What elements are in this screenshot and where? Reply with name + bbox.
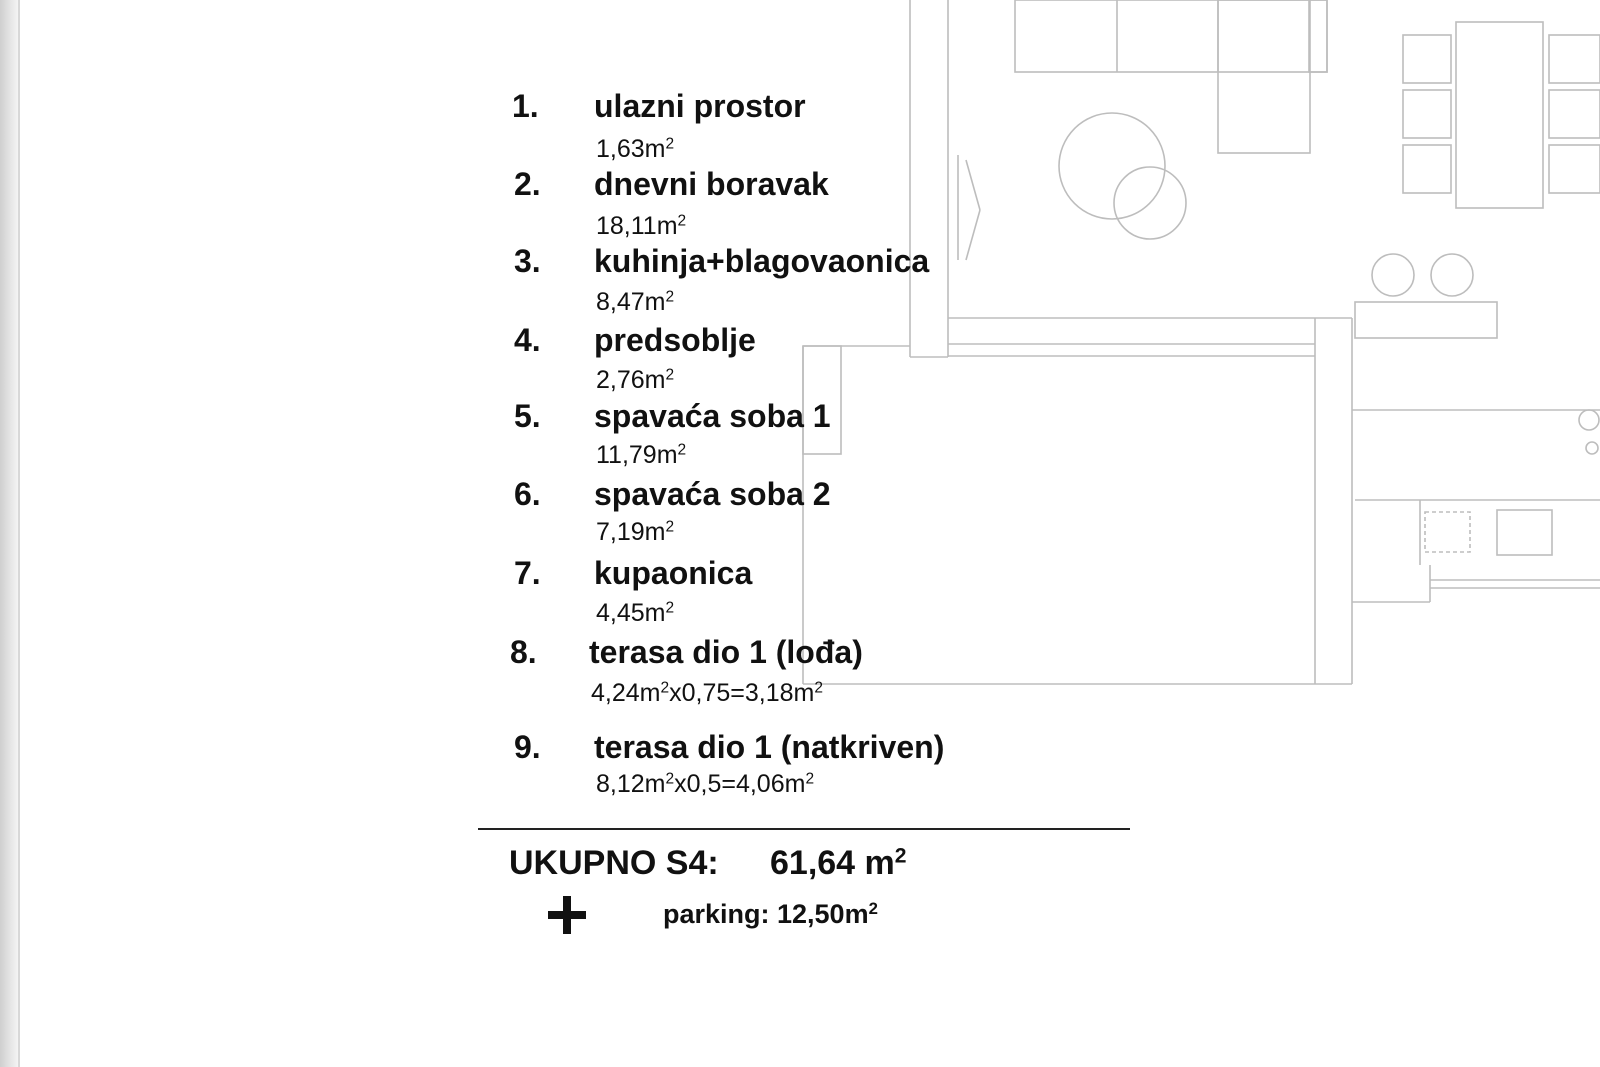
room-number: 1.: [512, 88, 539, 124]
room-area: $8,12m^2x0,5=4,06m^2$: [596, 770, 815, 798]
room-number: 9.: [514, 729, 541, 765]
room-name: terasa dio 1 (lođa): [589, 634, 863, 670]
room-name: kuhinja+blagovaonica: [594, 243, 930, 279]
room-area: $4,45m^2$: [596, 599, 675, 627]
room-name: spavaća soba 2: [594, 476, 831, 512]
parking-area: parking: $12,50m^2$: [663, 898, 878, 929]
room-name: dnevni boravak: [594, 166, 829, 202]
room-number: 3.: [514, 243, 541, 279]
total-label: UKUPNO S4:: [509, 844, 719, 882]
room-area: $11,79m^2$: [596, 441, 687, 469]
room-area: $18,11m^2$: [596, 212, 687, 240]
total-divider: [478, 828, 1130, 830]
room-number: 5.: [514, 398, 541, 434]
room-number: 6.: [514, 476, 541, 512]
room-area: $2,76m^2$: [596, 366, 675, 394]
room-number: 4.: [514, 322, 541, 358]
room-area: $8,47m^2$: [596, 288, 675, 316]
room-number: 7.: [514, 555, 541, 591]
room-number: 2.: [514, 166, 541, 202]
room-name: predsoblje: [594, 322, 756, 358]
plus-icon: [548, 896, 586, 934]
room-area: $1,63m^2$: [596, 135, 675, 163]
room-name: ulazni prostor: [594, 88, 806, 124]
room-area: $7,19m^2$: [596, 518, 675, 546]
room-name: kupaonica: [594, 555, 753, 591]
room-area: $4,24m^2x0,75=3,18m^2$: [591, 679, 823, 707]
total-value: 61,64 $m^2$: [770, 844, 907, 882]
room-number: 8.: [510, 634, 537, 670]
room-name: terasa dio 1 (natkriven): [594, 729, 945, 765]
room-name: spavaća soba 1: [594, 398, 831, 434]
